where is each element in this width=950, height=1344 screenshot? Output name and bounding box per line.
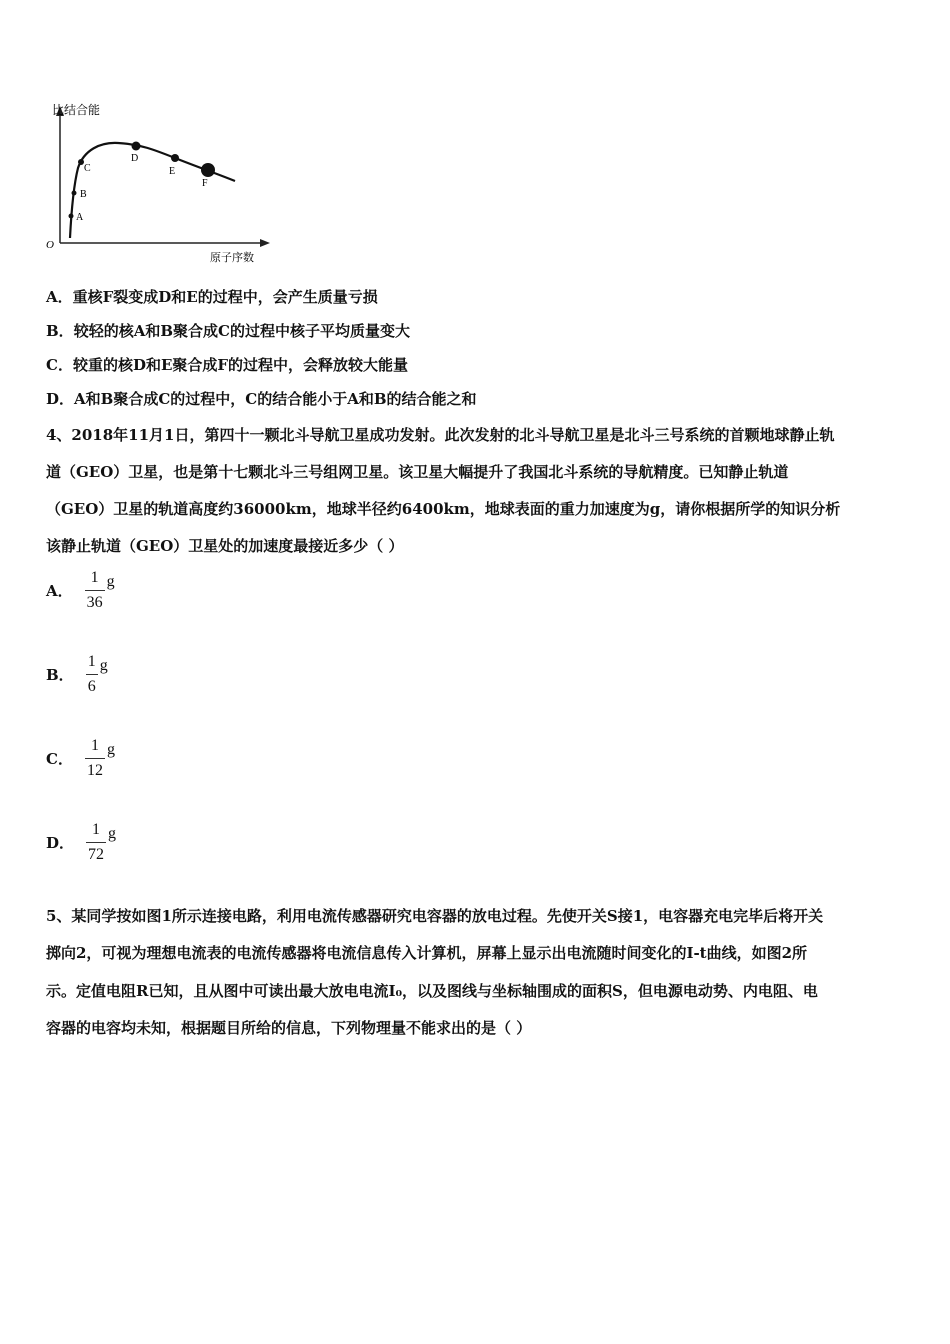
x-axis-label: 原子序数 — [210, 251, 254, 264]
q4-option-c-label: C． — [46, 750, 73, 768]
q4-option-d-denominator: 72 — [86, 842, 106, 863]
q4-option-c-numerator: 1 — [90, 737, 99, 754]
q4-option-c-fraction — [85, 738, 105, 779]
binding-energy-curve — [70, 143, 235, 238]
q5-line-1: 5、某同学按如图1所示连接电路，利用电流传感器研究电容器的放电过程。先使开关S接1，电容器充电完毕后将开关 — [46, 907, 824, 925]
point-a-label: A — [76, 212, 84, 223]
q4-option-c — [46, 738, 115, 779]
q4-line-4: 该静止轨道（GEO）卫星处的加速度最接近多少（ ） — [46, 537, 404, 555]
prev-option-b-text: 较轻的核A和B聚合成C的过程中核子平均质量变大 — [73, 322, 410, 340]
q4-option-c-denominator: 12 — [85, 758, 105, 779]
prev-option-a-label: A． — [46, 288, 73, 306]
q4-option-a-numerator: 1 — [90, 569, 99, 586]
q4-option-b-label: B． — [46, 666, 74, 684]
point-f — [201, 163, 215, 177]
prev-option-d-text: A和B聚合成C的过程中，C的结合能小于A和B的结合能之和 — [74, 390, 477, 408]
q4-option-d-fraction — [86, 822, 106, 863]
prev-option-a-text: 重核F裂变成D和E的过程中，会产生质量亏损 — [72, 288, 378, 306]
prev-option-d-label: D． — [46, 390, 75, 408]
prev-option-b-label: B． — [46, 322, 74, 340]
prev-option-a — [46, 286, 378, 307]
point-c-label: C — [84, 163, 91, 174]
binding-energy-figure — [40, 98, 280, 268]
q4-option-d-label: D． — [46, 834, 75, 852]
q4-option-c-unit: g — [106, 740, 115, 758]
q4-option-b-numerator: 1 — [87, 653, 96, 670]
q4-option-a-unit: g — [106, 572, 115, 590]
binding-energy-curve-svg — [40, 98, 280, 268]
prev-option-c-label: C． — [46, 356, 73, 374]
q4-option-d — [46, 822, 116, 863]
origin-label: O — [46, 239, 54, 251]
q4-option-a-fraction — [85, 570, 105, 611]
q4-option-b — [46, 654, 108, 695]
q4-option-d-numerator: 1 — [92, 821, 101, 838]
q4-option-a-denominator: 36 — [85, 590, 105, 611]
point-b — [72, 191, 77, 196]
prev-option-c — [46, 354, 408, 375]
point-a — [69, 214, 74, 219]
q5-line-4: 容器的电容均未知，根据题目所给的信息，下列物理量不能求出的是（ ） — [46, 1019, 532, 1037]
y-axis-label: 比结合能 — [52, 103, 101, 117]
q4-option-a-label: A． — [46, 582, 73, 600]
point-d — [132, 142, 141, 151]
prev-option-b — [46, 320, 410, 341]
point-d-label: D — [131, 153, 139, 164]
q4-option-d-unit: g — [108, 824, 117, 842]
point-b-label: B — [80, 189, 87, 200]
x-axis-arrow — [260, 239, 270, 247]
q4-option-b-fraction — [86, 654, 98, 695]
q4-line-3: （GEO）卫星的轨道高度约36000km，地球半径约6400km，地球表面的重力加速度为g，请你根据所学的知识分析 — [46, 500, 841, 518]
prev-option-c-text: 较重的核D和E聚合成F的过程中，会释放较大能量 — [72, 356, 409, 374]
q4-option-a — [46, 570, 115, 611]
q4-line-2: 道（GEO）卫星，也是第十七颗北斗三号组网卫星。该卫星大幅提升了我国北斗系统的导航精度。已知静止轨道 — [46, 463, 789, 481]
point-e — [171, 154, 179, 162]
point-f-label: F — [202, 178, 208, 189]
q4-option-b-denominator: 6 — [86, 674, 98, 695]
point-e-label: E — [169, 166, 176, 177]
prev-option-d — [46, 388, 477, 409]
q5-line-2: 掷向2，可视为理想电流表的电流传感器将电流信息传入计算机，屏幕上显示出电流随时间变化的I-t曲线，如图2所 — [46, 944, 808, 962]
q4-option-b-unit: g — [99, 656, 108, 674]
q5-line-3: 示。定值电阻R已知，且从图中可读出最大放电电流I₀，以及图线与坐标轴围成的面积S，但电源电动势、内电阻、电 — [46, 982, 818, 1000]
q4-line-1: 4、2018年11月1日，第四十一颗北斗导航卫星成功发射。此次发射的北斗导航卫星是北斗三号系统的首颗地球静止轨 — [46, 426, 835, 444]
